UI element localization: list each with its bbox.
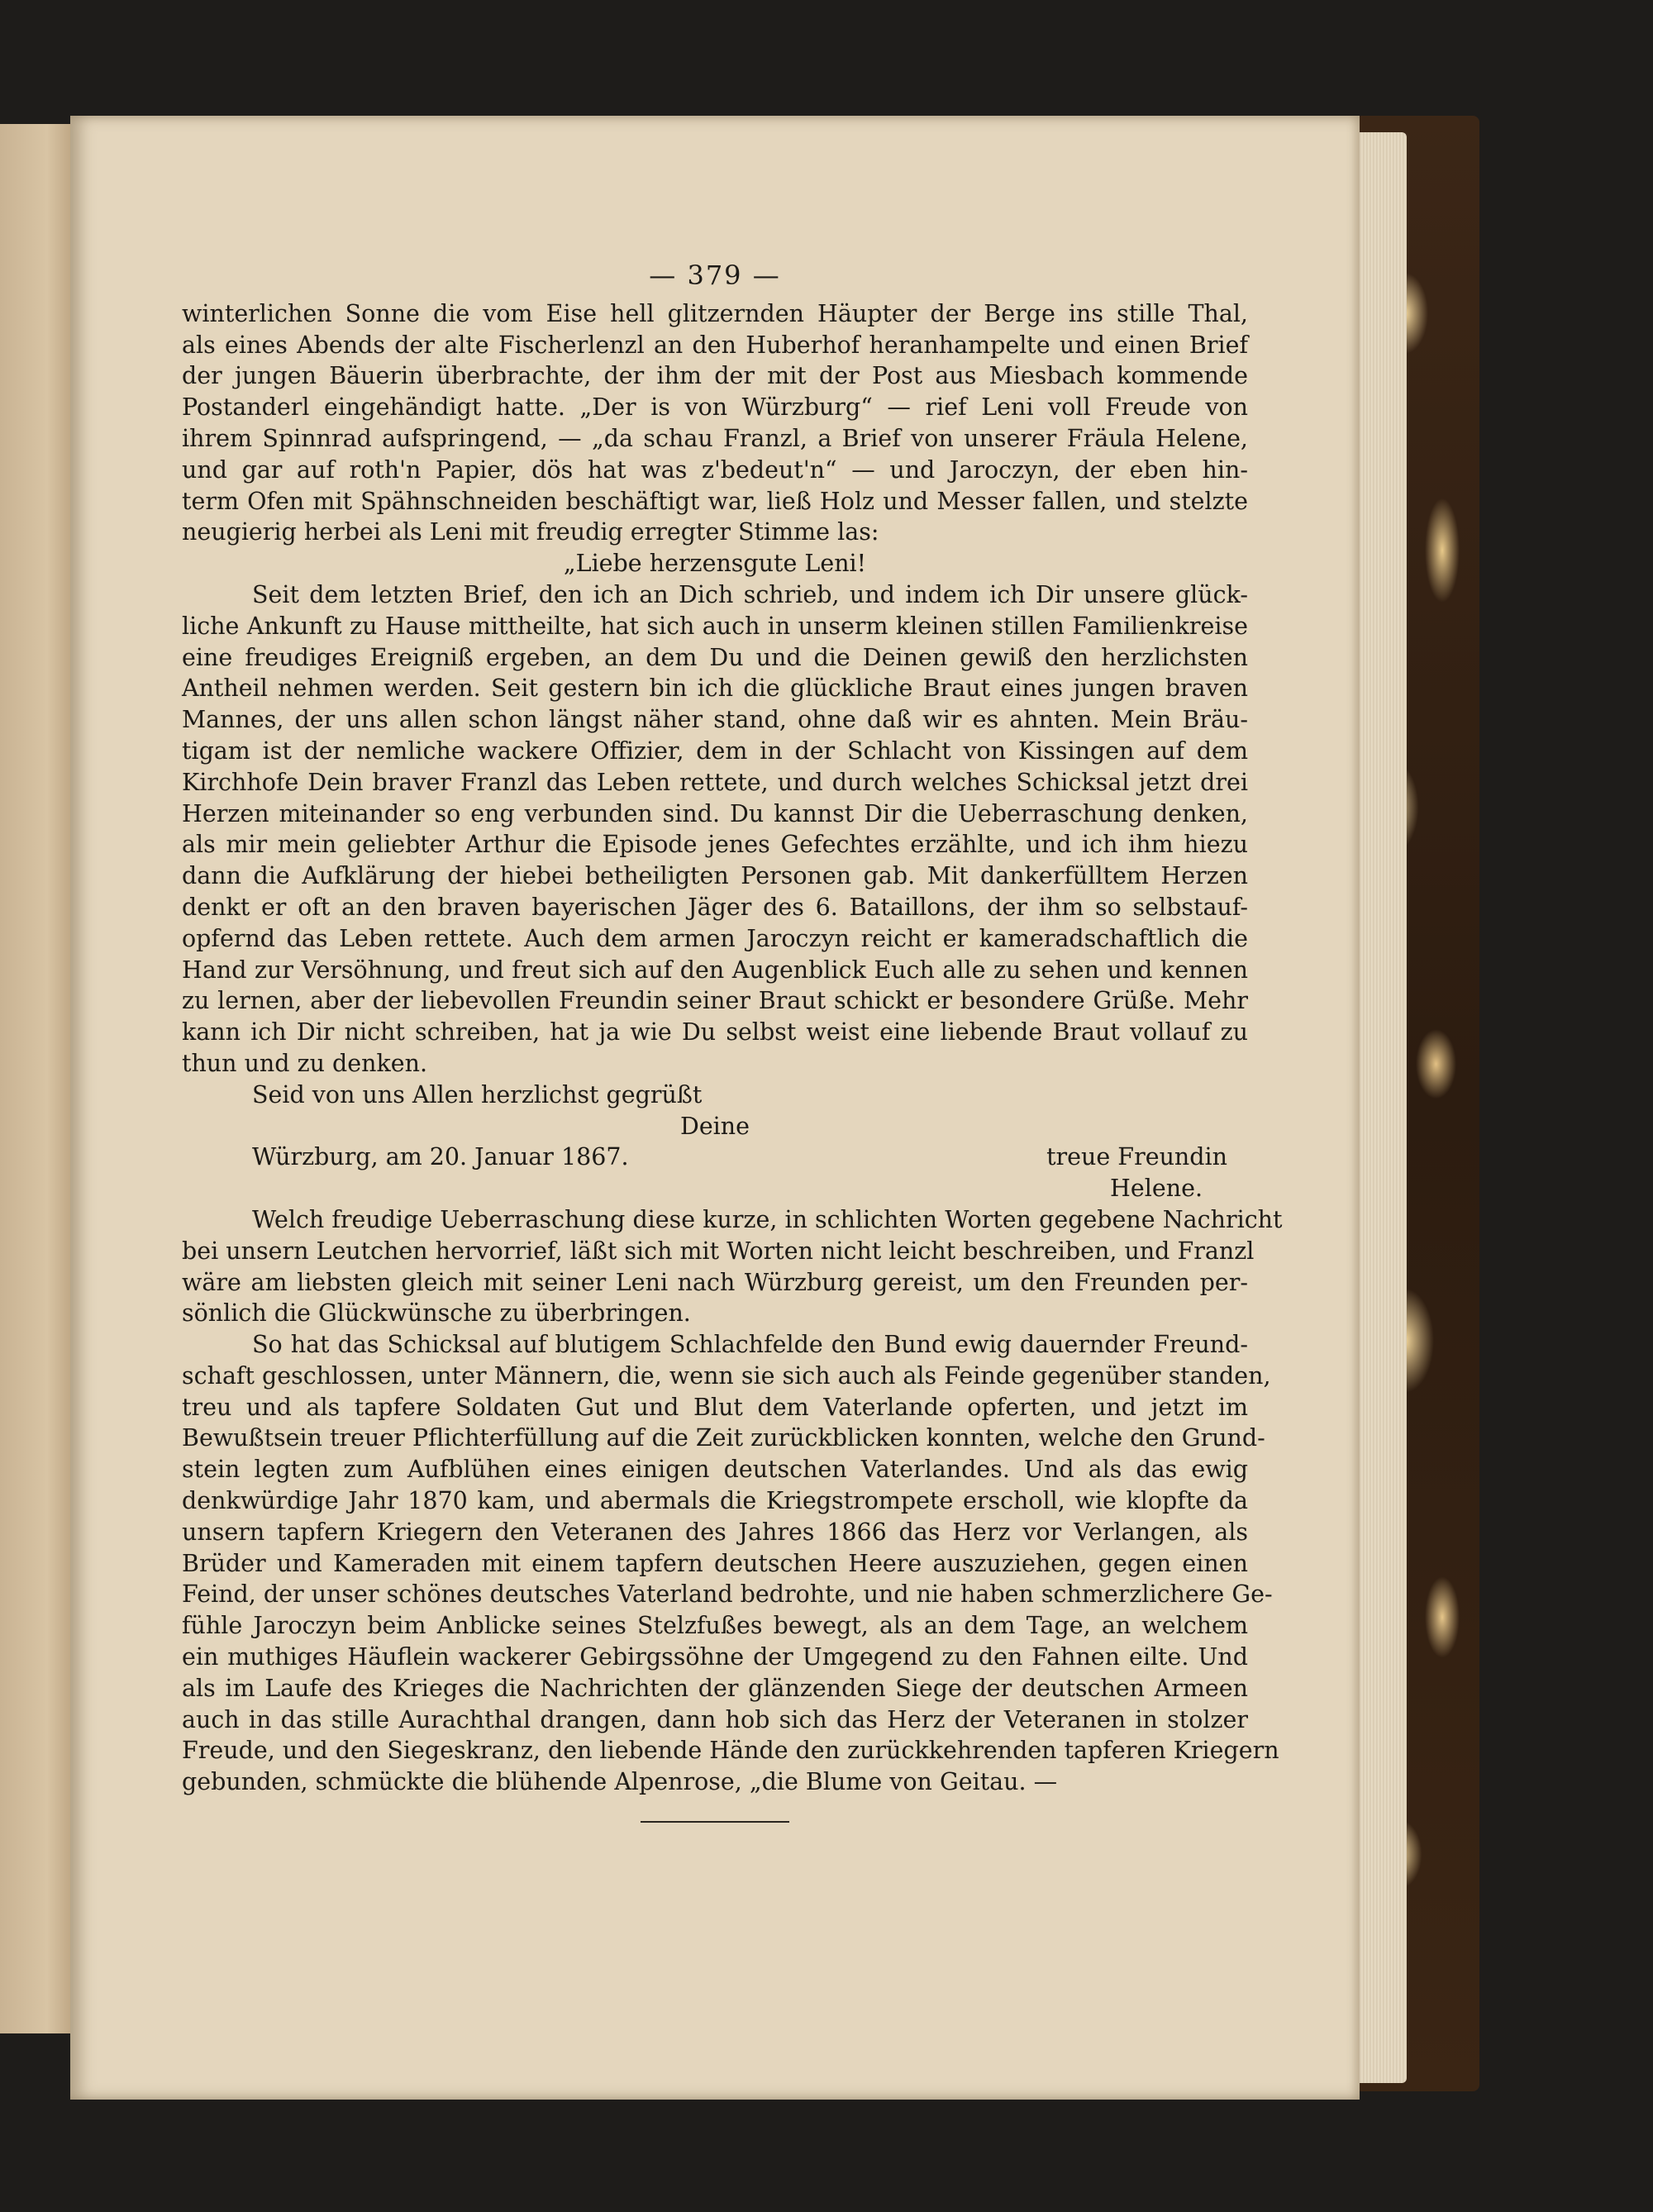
- text-line: Welch freudige Ueberraschung diese kurze, in schlichten Worten gegebene Nachricht: [252, 1205, 1283, 1233]
- text-line: Mannes, der uns allen schon längst näher stand, ohne daß wir es ahnten. Mein Bräu-: [182, 706, 1248, 734]
- text-line: liche Ankunft zu Hause mittheilte, hat sich auch in unserm kleinen stillen Familienkreise: [182, 612, 1248, 640]
- text-line: gebunden, schmückte die blühende Alpenrose, „die Blume von Geitau. —: [182, 1768, 1058, 1796]
- text-line: als mir mein geliebter Arthur die Episode jenes Gefechtes erzählte, und ich ihm hiezu: [182, 831, 1248, 859]
- paragraph-3: [182, 1329, 1279, 1798]
- text-line: und gar auf roth'n Papier, dös hat was z'bedeut'n“ — und Jaroczyn, der eben hin-: [182, 455, 1248, 484]
- text-line: eine freudiges Ereigniß ergeben, an dem Du und die Deinen gewiß den herzlichsten: [182, 643, 1248, 671]
- left-page-edge: [0, 124, 79, 2033]
- text-line: winterlichen Sonne die vom Eise hell glitzernden Häupter der Berge ins stille Thal,: [182, 299, 1248, 327]
- page-text: [182, 260, 1283, 1823]
- text-line: unsern tapfern Kriegern den Veteranen des Jahres 1866 das Herz vor Verlangen, als: [182, 1518, 1248, 1546]
- page-number: — 379 —: [649, 260, 781, 291]
- place-date: Würzburg, am 20. Januar 1867.: [252, 1143, 629, 1171]
- paragraph-1: [182, 298, 1248, 548]
- text-line: Feind, der unser schönes deutsches Vaterland bedrohte, und nie haben schmerzlichere Ge-: [182, 1580, 1273, 1609]
- signature-row: [182, 1142, 1248, 1173]
- text-line: Freude, und den Siegeskranz, den liebende Hände den zurückkehrenden tapferen Kriegern: [182, 1737, 1279, 1765]
- text-line: Antheil nehmen werden. Seit gestern bin ich die glückliche Braut eines jungen braven: [182, 675, 1248, 703]
- text-line: tigam ist der nemliche wackere Offizier, dem in der Schlacht von Kissingen auf dem: [182, 737, 1248, 765]
- letter-body: [182, 579, 1248, 1080]
- text-line: schaft geschlossen, unter Männern, die, wenn sie sich auch als Feinde gegenüber standen,: [182, 1361, 1271, 1390]
- text-line: fühle Jaroczyn beim Anblicke seines Stelzfußes bewegt, als an dem Tage, an welchem: [182, 1612, 1248, 1640]
- text-line: neugierig herbei als Leni mit freudig erregter Stimme las:: [182, 518, 879, 546]
- text-line: auch in das stille Aurachthal drangen, dann hob sich das Herz der Veteranen in stolzer: [182, 1705, 1248, 1733]
- text-line: Brüder und Kameraden mit einem tapfern deutschen Heere auszuziehen, gegen einen: [182, 1549, 1248, 1577]
- text-line: Postanderl eingehändigt hatte. „Der is von Würzburg“ — rief Leni voll Freude von: [182, 393, 1248, 422]
- text-line: stein legten zum Aufblühen eines einigen deutschen Vaterlandes. Und als das ewig: [182, 1456, 1248, 1484]
- text-line: der jungen Bäuerin überbrachte, der ihm der mit der Post aus Miesbach kommende: [182, 362, 1248, 390]
- text-line: bei unsern Leutchen hervorrief, läßt sich mit Worten nicht leicht beschreiben, und Franzl: [182, 1237, 1255, 1265]
- text-line: ein muthiges Häuflein wackerer Gebirgssöhne der Umgegend zu den Fahnen eilte. Und: [182, 1643, 1248, 1671]
- end-rule: [641, 1821, 789, 1823]
- paragraph-2: [182, 1204, 1283, 1329]
- text-line: als eines Abends der alte Fischerlenzl an den Huberhof heranhampelte und einen Brief: [182, 331, 1248, 359]
- text-line: wäre am liebsten gleich mit seiner Leni nach Würzburg gereist, um den Freunden per-: [182, 1268, 1248, 1296]
- text-line: sönlich die Glückwünsche zu überbringen.: [182, 1299, 691, 1328]
- text-line: Herzen miteinander so eng verbunden sind. Du kannst Dir die Ueberraschung denken,: [182, 799, 1248, 827]
- text-line: So hat das Schicksal auf blutigem Schlachfelde den Bund ewig dauernder Freund-: [252, 1331, 1248, 1359]
- text-line: Bewußtsein treuer Pflichterfüllung auf die Zeit zurückblicken konnten, welche den Grund-: [182, 1424, 1265, 1452]
- text-line: dann die Aufklärung der hiebei betheiligten Personen gab. Mit dankerfülltem Herzen: [182, 862, 1248, 890]
- text-line: opfernd das Leben rettete. Auch dem armen Jaroczyn reicht er kameradschaftlich die: [182, 924, 1248, 952]
- text-line: als im Laufe des Krieges die Nachrichten der glänzenden Siege der deutschen Armeen: [182, 1674, 1248, 1702]
- text-line: Hand zur Versöhnung, und freut sich auf den Augenblick Euch alle zu sehen und kennen: [182, 956, 1248, 984]
- text-line: Kirchhofe Dein braver Franzl das Leben rettete, und durch welches Schicksal jetzt drei: [182, 768, 1248, 796]
- text-line: denkwürdige Jahr 1870 kam, und abermals die Kriegstrompete erscholl, wie klopfte da: [182, 1487, 1248, 1515]
- text-line: kann ich Dir nicht schreiben, hat ja wie Du selbst weist eine liebende Braut vollauf zu: [182, 1018, 1248, 1046]
- text-line: denkt er oft an den braven bayerischen Jäger des 6. Bataillons, der ihm so selbstauf-: [182, 893, 1248, 921]
- signature-line: treue Freundin: [1046, 1143, 1227, 1171]
- letter-greeting: Seid von uns Allen herzlichst gegrüßt: [252, 1080, 703, 1108]
- text-line: zu lernen, aber der liebevollen Freundin seiner Braut schickt er besondere Grüße. Mehr: [182, 987, 1248, 1015]
- text-line: term Ofen mit Spähnschneiden beschäftigt war, ließ Holz und Messer fallen, und stelzte: [182, 487, 1248, 515]
- text-line: Seit dem letzten Brief, den ich an Dich schrieb, und indem ich Dir unsere glück-: [252, 580, 1248, 608]
- text-line: thun und zu denken.: [182, 1049, 428, 1077]
- signature-name: Helene.: [1110, 1175, 1203, 1203]
- letter-salutation: „Liebe herzensgute Leni!: [563, 550, 867, 578]
- text-line: ihrem Spinnrad aufspringend, — „da schau Franzl, a Brief von unserer Fräula Helene,: [182, 424, 1248, 452]
- text-line: treu und als tapfere Soldaten Gut und Blut dem Vaterlande opferten, und jetzt im: [182, 1393, 1248, 1421]
- letter-closing: Deine: [679, 1112, 750, 1140]
